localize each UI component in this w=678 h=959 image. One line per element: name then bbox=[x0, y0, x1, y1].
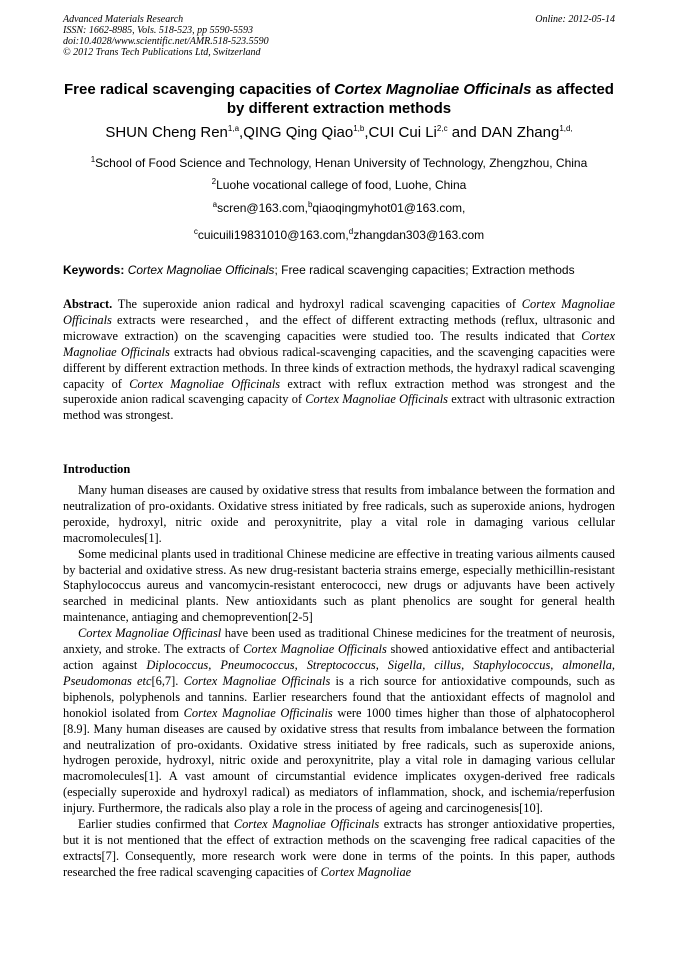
text-run: is a rich source for antioxidative compounds, such as biphenols, polyphenols and tannins. Earlier researchers found that the antioxidant effects of magnolol and honokiol isolated from bbox=[63, 673, 615, 720]
journal-header bbox=[63, 14, 615, 58]
keywords: Keywords: Cortex Magnoliae Officinals; Free radical scavenging capacities; Extraction methods bbox=[63, 263, 575, 277]
intro-paragraph bbox=[63, 483, 615, 547]
author: CUI Cui Li$^{2,c}$ bbox=[368, 124, 448, 141]
author: SHUN Cheng Ren$^{1,a}$ bbox=[105, 124, 240, 141]
online-date: Online: 2012-05-14 bbox=[535, 14, 615, 25]
italic-term: Diplococcus, Pneumococcus, Streptococcus, Sigella, cillus, Staphylococcus, almonella, Pseudomonas etc bbox=[63, 657, 615, 688]
journal-name: Advanced Materials Research bbox=[63, 14, 184, 25]
italic-term: Cortex Magnoliae Officinals bbox=[183, 673, 331, 688]
text-run: extracts were researched，and the effect of different extracting methods (reflux, ultrasonic and microwave extraction) on the scavenging capacities were studied too. The results indicated that bbox=[63, 312, 615, 343]
text-run: have been used as traditional Chinese medicines for the treatment of neurosis, anxiety, and stroke. The extracts of bbox=[63, 626, 615, 657]
abstract-body bbox=[63, 297, 615, 422]
title-part-2: as affected by different extraction methods bbox=[226, 81, 614, 117]
affiliation-2: $^2$Luohe vocational callege of food, Luohe, China bbox=[211, 177, 467, 192]
email-a[interactable]: scren@163.com, bbox=[217, 201, 308, 215]
italic-term: Cortex Magnoliae Officinalis bbox=[183, 705, 333, 720]
text-run: extracts has stronger antioxidative properties, but it is not mentioned that the effect of extraction methods on the scavenging free radical capacities of the extracts[7]. Consequently, more research work were done in terms of the points. In this paper, authods researched the free radical scavenging capacities of bbox=[63, 817, 615, 879]
keyword-item: Cortex Magnoliae Officinals bbox=[127, 263, 275, 277]
italic-term: Cortex Magnoliae Officinals bbox=[305, 392, 448, 407]
text-run: Many human diseases are caused by oxidative stress that results from imbalance between the formation and neutralization of pro-oxidants. Oxidative stress initiated by free radicals, such as superoxide anions, hydrogen peroxide, hydroxyl, nitric oxide and peroxynitrite, play a vital role in damaging various cellular macromolecules[1]. bbox=[63, 483, 615, 545]
introduction-body bbox=[63, 483, 615, 881]
italic-term: Cortex Magnoliae Officinasl bbox=[78, 626, 222, 641]
text-run: Earlier studies confirmed that bbox=[78, 817, 234, 832]
doi-line: doi:10.4028/www.scientific.net/AMR.518-523.5590 bbox=[63, 36, 269, 47]
text-run: showed antioxidative effect and antibacterial action against bbox=[63, 642, 615, 672]
text-run: were 1000 times higher than those of alphatocopherol [8.9]. Many human diseases are caused by oxidative stress that results from imbalance between the formation and neutralization of pro-oxidants. Oxidative stress initiated by free radicals, such as superoxide anions, hydrogen peroxide, hydroxyl, nitric oxide and peroxynitrite, play a vital role in damaging various cellular macromolecules[1]. A vast amount of circumstantial evidence implicates oxygen-derived free radicals (especially superoxide and hydroxyl radical) as mediators of inflammation, shock, and ischemia/reperfusion injury. Furthermore, the radicals also play a role in the process of ageing and carcinogenesis[10]. bbox=[63, 705, 615, 816]
paper-title bbox=[63, 80, 615, 118]
italic-term: Cortex Magnoliae Officinals bbox=[233, 817, 380, 832]
title-species: Cortex Magnoliae Officinals bbox=[334, 81, 532, 98]
intro-paragraph bbox=[63, 547, 615, 627]
keyword-item: Extraction methods bbox=[471, 263, 575, 277]
email-line-1: $^a$scren@163.com,$^b$qiaoqingmyhot01@163.com, bbox=[212, 200, 466, 215]
introduction-heading: Introduction bbox=[63, 462, 131, 476]
affiliation-1: $^1$School of Food Science and Technology, Henan University of Technology, Zhengzhou, China bbox=[90, 155, 588, 170]
keywords-label: Keywords: bbox=[63, 263, 125, 277]
intro-paragraph bbox=[63, 626, 615, 817]
text-run: extract with ultrasonic extraction method was strongest. bbox=[63, 392, 615, 423]
text-run: Some medicinal plants used in traditional Chinese medicine are effective in treating various ailments caused by bacterial and oxidative stress. As new drug-resistant bacteria strains emerge, especially methicillin-resistant Staphylococcus aureus and vancomycin-resistant enterococci, new drugs or adjuvants have been actively searched in medicinal plants. New antioxidants such as plant phenolics are sought for general health maintenance, antiaging and chemoprevention[2-5] bbox=[63, 546, 615, 625]
keyword-item: Free radical scavenging capacities bbox=[281, 263, 466, 277]
italic-term: Cortex Magnoliae Officinals bbox=[243, 642, 387, 657]
author: DAN Zhang$^{1,d,}$ bbox=[480, 124, 573, 141]
intro-paragraph bbox=[63, 817, 615, 881]
issn-line: ISSN: 1662-8985, Vols. 518-523, pp 5590-5593 bbox=[63, 25, 253, 36]
email-c[interactable]: cuicuili19831010@163.com, bbox=[197, 228, 349, 242]
text-run: extract with reflux extraction method was strongest and the superoxide anion radical scavenging capacity of bbox=[63, 376, 615, 407]
text-run: [6,7]. bbox=[151, 673, 184, 688]
email-line-2: $^c$cuicuili19831010@163.com,$^d$zhangdan303@163.com bbox=[193, 227, 485, 242]
text-run: The superoxide anion radical and hydroxyl radical scavenging capacities of bbox=[112, 297, 522, 311]
title-part-1: Free radical scavenging capacities of bbox=[64, 81, 335, 98]
abstract bbox=[63, 297, 615, 424]
author-list: SHUN Cheng Ren$^{1,a}$,QING Qing Qiao$^{1,b}$,CUI Cui Li$^{2,c}$ and DAN Zhang$^{1,d,}$ bbox=[105, 124, 573, 141]
italic-term: Cortex Magnoliae Officinals bbox=[63, 328, 615, 359]
italic-term: Cortex Magnoliae bbox=[320, 864, 412, 879]
email-b[interactable]: qiaoqingmyhot01@163.com, bbox=[312, 201, 466, 215]
italic-term: Cortex Magnoliae Officinals bbox=[129, 376, 281, 391]
copyright-line: © 2012 Trans Tech Publications Ltd, Switzerland bbox=[63, 47, 261, 58]
email-d[interactable]: zhangdan303@163.com bbox=[353, 228, 485, 242]
text-run: extracts had obvious radical-scavenging capacities, and the scavenging capacities were different by different extraction methods. In three kinds of extraction methods, the hydraxyl radical scavenging capacity of bbox=[63, 344, 615, 391]
abstract-label: Abstract. bbox=[63, 297, 113, 311]
author: QING Qing Qiao$^{1,b}$ bbox=[243, 124, 365, 141]
italic-term: Cortex Magnoliae Officinals bbox=[63, 297, 615, 327]
